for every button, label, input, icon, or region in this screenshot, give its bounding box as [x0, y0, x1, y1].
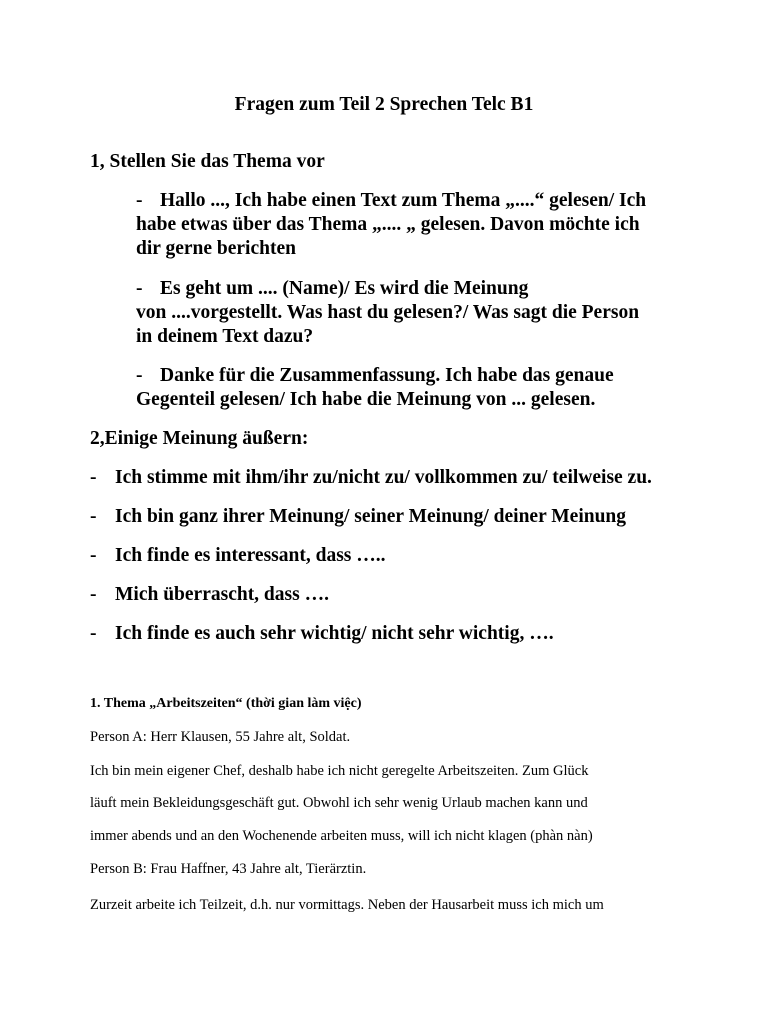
bullet-text: Ich finde es interessant, dass ….. — [115, 545, 386, 566]
section2-heading: 2,Einige Meinung äußern: — [90, 428, 309, 449]
dash: - — [136, 190, 143, 211]
theme1-line: läuft mein Bekleidungsgeschäft gut. Obwohl ich sehr wenig Urlaub machen kann und — [90, 795, 588, 811]
bullet-text: Ich bin ganz ihrer Meinung/ seiner Meinung/ deiner Meinung — [115, 506, 627, 527]
text-line: Gegenteil gelesen/ Ich habe die Meinung von ... gelesen. — [136, 389, 596, 410]
document-title: Fragen zum Teil 2 Sprechen Telc B1 — [234, 94, 534, 115]
theme1-line: Person A: Herr Klausen, 55 Jahre alt, Soldat. — [90, 729, 351, 745]
section1-heading: 1, Stellen Sie das Thema vor — [90, 151, 325, 172]
section1-item-2 — [136, 277, 639, 349]
theme1-line: immer abends und an den Wochenende arbeiten muss, will ich nicht klagen (phàn nàn) — [90, 828, 593, 844]
section2-item-3 — [90, 545, 386, 567]
text-line: dir gerne berichten — [136, 238, 296, 259]
bullet-text: Ich finde es auch sehr wichtig/ nicht sehr wichtig, …. — [115, 623, 554, 644]
dash: - — [90, 584, 97, 605]
theme1-line: Ich bin mein eigener Chef, deshalb habe ich nicht geregelte Arbeitszeiten. Zum Glück — [90, 763, 589, 779]
bullet-text: Mich überrascht, dass …. — [115, 584, 329, 605]
section2-item-2 — [90, 506, 626, 528]
section2-item-1 — [90, 467, 652, 489]
text-line: habe etwas über das Thema „.... „ gelesen. Davon möchte ich — [136, 214, 640, 235]
text-line: Es geht um .... (Name)/ Es wird die Meinung — [160, 278, 529, 299]
text-line: Danke für die Zusammenfassung. Ich habe das genaue — [160, 365, 614, 386]
dash: - — [90, 467, 97, 488]
text-line: von ....vorgestellt. Was hast du gelesen?/ Was sagt die Person — [136, 302, 640, 323]
dash: - — [90, 623, 97, 644]
theme1-line: Zurzeit arbeite ich Teilzeit, d.h. nur vormittags. Neben der Hausarbeit muss ich mich um — [90, 897, 604, 913]
text-line: in deinem Text dazu? — [136, 326, 314, 347]
section1-item-1 — [136, 189, 646, 261]
section2-item-5 — [90, 623, 554, 645]
dash: - — [90, 545, 97, 566]
dash: - — [90, 506, 97, 527]
theme1-line: Person B: Frau Haffner, 43 Jahre alt, Tierärztin. — [90, 861, 367, 877]
bullet-text: Ich stimme mit ihm/ihr zu/nicht zu/ vollkommen zu/ teilweise zu. — [115, 467, 652, 488]
section1-item-3 — [136, 364, 614, 412]
section2-item-4 — [90, 584, 329, 606]
dash: - — [136, 278, 143, 299]
theme1-heading: 1. Thema „Arbeitszeiten“ (thời gian làm việc) — [90, 696, 362, 711]
text-line: Hallo ..., Ich habe einen Text zum Thema „....“ gelesen/ Ich — [160, 190, 647, 211]
dash: - — [136, 365, 143, 386]
